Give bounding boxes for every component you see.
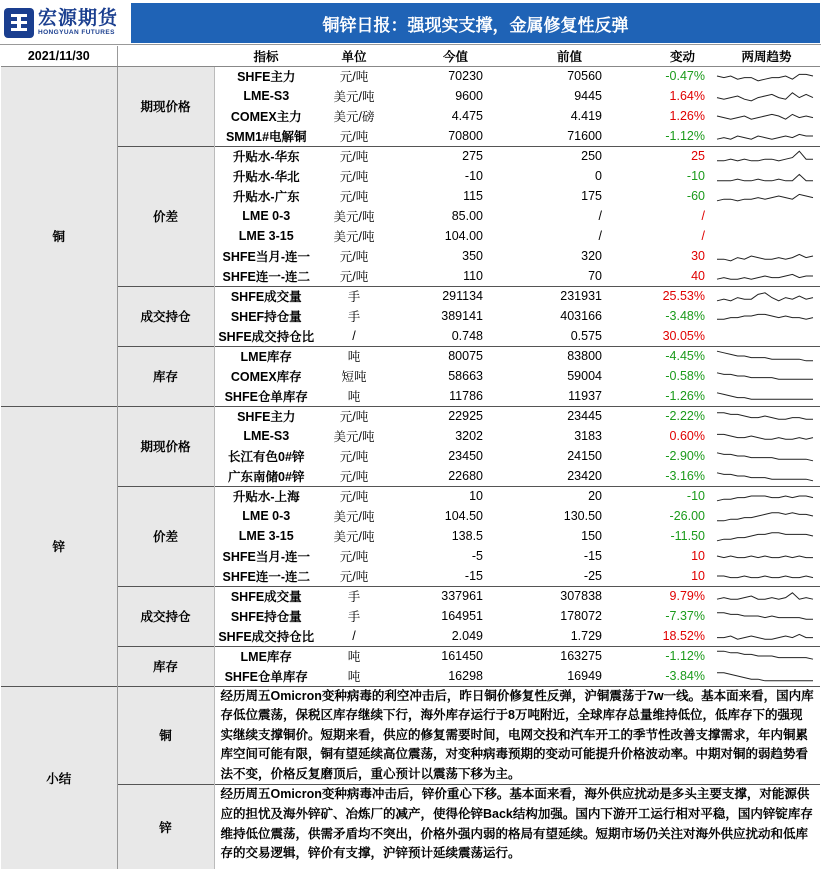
change-cell: 30.05% — [662, 328, 705, 343]
sparkline-path — [717, 673, 813, 681]
today-cell: 110 — [463, 268, 483, 283]
unit-cell: 元/吨 — [339, 170, 369, 184]
sparkline-path — [717, 513, 813, 521]
group-label: 成交持仓 — [117, 586, 214, 646]
change-cell: 1.26% — [669, 109, 705, 123]
trend-sparkline — [713, 106, 820, 126]
sparkline-path — [717, 174, 813, 180]
today-cell: 58663 — [448, 369, 483, 383]
trend-sparkline — [713, 626, 820, 646]
sparkline-path — [717, 434, 813, 439]
change-cell: 1.64% — [669, 89, 705, 103]
prev-cell: 9445 — [574, 89, 602, 103]
prev-cell: 307838 — [521, 586, 618, 606]
trend-sparkline — [713, 326, 820, 346]
change-cell: -3.16% — [665, 468, 705, 483]
table-row — [1, 146, 820, 166]
unit-cell: 元/吨 — [339, 569, 369, 584]
sparkline-path — [717, 93, 813, 101]
today-cell: 164951 — [441, 609, 483, 623]
trend-sparkline — [713, 146, 820, 166]
sparkline-path — [717, 634, 813, 639]
sparkline-path — [717, 413, 813, 419]
indicator-cell: 广东南储0#锌 — [228, 469, 305, 484]
trend-sparkline — [713, 366, 820, 386]
today-cell: 22925 — [390, 406, 521, 426]
unit-cell: 美元/吨 — [333, 210, 375, 224]
trend-sparkline — [713, 306, 820, 326]
prev-cell: 20 — [521, 486, 618, 506]
today-cell: 2.049 — [451, 628, 483, 643]
unit-cell: 元/吨 — [339, 450, 369, 464]
sparkline-path — [717, 393, 813, 399]
report-header — [0, 0, 821, 45]
indicator-cell: 升贴水-华东 — [214, 146, 318, 166]
unit-cell: 吨 — [318, 646, 390, 666]
unit-cell: 美元/吨 — [333, 90, 375, 104]
unit-cell: 元/吨 — [318, 406, 390, 426]
prev-cell: 70560 — [567, 69, 602, 84]
unit-cell: 手 — [318, 286, 390, 306]
data-table — [1, 46, 820, 869]
trend-sparkline — [713, 466, 820, 486]
trend-sparkline — [713, 526, 820, 546]
section-label: 铜 — [1, 66, 117, 406]
unit-cell: 元/吨 — [339, 250, 369, 264]
trend-sparkline — [713, 346, 820, 366]
today-cell: 16298 — [448, 668, 483, 683]
today-cell: -10 — [464, 169, 483, 183]
indicator-cell: SHFE当月-连一 — [222, 250, 310, 264]
indicator-cell: LME 3-15 — [238, 229, 294, 243]
change-cell: -1.26% — [665, 388, 705, 403]
prev-cell: 1.729 — [570, 628, 602, 643]
table-body — [1, 66, 820, 869]
column-header-row — [1, 46, 820, 66]
prev-cell: 231931 — [521, 286, 618, 306]
summary-row — [1, 686, 820, 785]
unit-cell: 美元/磅 — [333, 110, 375, 124]
prev-cell: 0 — [595, 169, 602, 183]
change-cell: 25.53% — [618, 286, 713, 306]
unit-cell: 元/吨 — [339, 70, 369, 85]
table-row — [1, 286, 820, 306]
indicator-cell: LME-S3 — [243, 429, 290, 443]
change-cell: / — [701, 229, 705, 243]
unit-cell: 美元/吨 — [333, 230, 375, 244]
group-label: 价差 — [117, 146, 214, 286]
prev-cell: 403166 — [560, 309, 602, 323]
summary-item-name: 锌 — [117, 785, 214, 869]
trend-sparkline — [713, 386, 820, 406]
today-cell: 350 — [462, 249, 483, 263]
unit-cell: 元/吨 — [339, 269, 369, 284]
company-logo — [4, 3, 128, 43]
change-cell: 0.60% — [669, 429, 705, 443]
indicator-cell: LME库存 — [214, 346, 318, 366]
sparkline-path — [717, 533, 813, 541]
today-cell: -15 — [464, 568, 483, 583]
indicator-cell: SHFE成交量 — [214, 586, 318, 606]
summary-row — [1, 785, 820, 869]
trend-sparkline — [713, 226, 820, 246]
trend-sparkline — [713, 406, 820, 426]
unit-cell: 元/吨 — [339, 129, 369, 144]
prev-cell: 24150 — [567, 449, 602, 463]
trend-sparkline — [713, 426, 820, 446]
trend-sparkline — [713, 246, 820, 266]
indicator-cell: SHFE连一-连二 — [222, 269, 310, 284]
indicator-cell: SHFE持仓量 — [230, 610, 302, 624]
unit-cell: 元/吨 — [339, 550, 369, 564]
change-cell: -10 — [618, 486, 713, 506]
group-label: 成交持仓 — [117, 286, 214, 346]
today-cell: 9600 — [455, 89, 483, 103]
trend-sparkline — [713, 646, 820, 666]
prev-cell: 0.575 — [570, 328, 602, 343]
summary-item-name: 铜 — [117, 686, 214, 785]
trend-sparkline — [713, 66, 820, 86]
sparkline-path — [717, 496, 813, 501]
today-cell: 104.50 — [444, 509, 483, 523]
sparkline-path — [717, 314, 813, 319]
change-cell: -1.12% — [618, 646, 713, 666]
sparkline-path — [717, 593, 813, 599]
table-row — [1, 586, 820, 606]
sparkline-path — [717, 556, 813, 558]
change-cell: -10 — [686, 169, 705, 183]
today-cell: 337961 — [390, 586, 521, 606]
today-cell: 389141 — [441, 309, 483, 323]
sparkline-path — [717, 254, 813, 260]
indicator-cell: LME 0-3 — [242, 209, 291, 223]
unit-cell: 手 — [347, 610, 361, 624]
prev-cell: 70 — [588, 268, 602, 283]
unit-cell: 吨 — [318, 346, 390, 366]
prev-cell: 320 — [581, 249, 602, 263]
group-label: 期现价格 — [117, 66, 214, 146]
prev-cell: 71600 — [567, 128, 602, 143]
table-row — [1, 406, 820, 426]
prev-cell: 150 — [581, 529, 602, 543]
indicator-cell: LME 3-15 — [238, 529, 294, 543]
today-cell: 22680 — [448, 468, 483, 483]
prev-cell: 83800 — [521, 346, 618, 366]
indicator-cell: SHFE连一-连二 — [222, 569, 310, 584]
unit-cell: 元/吨 — [339, 469, 369, 484]
prev-cell: 59004 — [567, 369, 602, 383]
report-title: 铜锌日报：强现实支撑，金属修复性反弹 — [131, 3, 820, 43]
indicator-cell: SHFE仓单库存 — [224, 389, 308, 404]
today-cell: 291134 — [390, 286, 521, 306]
trend-sparkline — [713, 666, 820, 686]
change-cell: -0.58% — [665, 369, 705, 383]
unit-cell: 手 — [347, 310, 361, 324]
trend-sparkline — [713, 566, 820, 586]
unit-cell: 元/吨 — [318, 486, 390, 506]
sparkline-path — [717, 351, 813, 361]
prev-cell: 175 — [581, 189, 602, 203]
unit-cell: 吨 — [347, 669, 361, 684]
indicator-cell: SHFE成交持仓比 — [218, 329, 315, 344]
sparkline-path — [717, 651, 813, 659]
change-cell: 25 — [618, 146, 713, 166]
trend-header: 两周趋势 — [713, 46, 820, 66]
change-cell: -7.37% — [665, 609, 705, 623]
table-row — [1, 66, 820, 86]
indicator-cell: 长江有色0#锌 — [228, 450, 305, 464]
logo-en-text: HONGYUAN FUTURES — [38, 29, 115, 37]
today-cell: 115 — [463, 189, 483, 203]
trend-sparkline — [713, 446, 820, 466]
change-cell: -0.47% — [665, 69, 705, 84]
today-cell: 0.748 — [451, 328, 483, 343]
today-cell: 80075 — [390, 346, 521, 366]
change-cell: 18.52% — [662, 628, 705, 643]
prev-cell: -15 — [583, 549, 602, 563]
change-cell: -2.90% — [665, 449, 705, 463]
date-header: 2021/11/30 — [1, 46, 117, 66]
trend-sparkline — [713, 86, 820, 106]
prev-cell: 16949 — [567, 668, 602, 683]
unit-cell: 元/吨 — [339, 190, 369, 204]
unit-cell: 元/吨 — [318, 146, 390, 166]
sparkline-path — [717, 453, 813, 461]
prev-cell: 3183 — [574, 429, 602, 443]
unit-cell: 吨 — [347, 389, 361, 404]
indicator-cell: COMEX库存 — [230, 370, 302, 384]
trend-sparkline — [713, 166, 820, 186]
indicator-cell: SHEF持仓量 — [230, 310, 302, 324]
today-cell: 3202 — [455, 429, 483, 443]
prev-cell: 4.419 — [570, 109, 602, 123]
prev-cell: 178072 — [560, 609, 602, 623]
indicator-cell: SHFE当月-连一 — [222, 550, 310, 564]
group-label: 价差 — [117, 486, 214, 586]
change-cell: -1.12% — [665, 128, 705, 143]
today-cell: 70800 — [448, 128, 483, 143]
prev-cell: 23445 — [521, 406, 618, 426]
indicator-cell: SHFE主力 — [237, 70, 296, 85]
indicator-cell: SHFE主力 — [214, 406, 318, 426]
summary-label: 小结 — [1, 686, 117, 869]
sparkline-path — [717, 473, 813, 481]
unit-cell: / — [352, 628, 356, 643]
indicator-cell: 升贴水-广东 — [232, 190, 300, 204]
change-cell: -26.00 — [669, 509, 705, 523]
unit-cell: 美元/吨 — [333, 510, 375, 524]
sparkline-path — [717, 293, 813, 301]
group-label: 库存 — [117, 646, 214, 686]
change-cell: 9.79% — [618, 586, 713, 606]
sparkline-path — [717, 151, 813, 161]
indicator-cell: SHFE成交量 — [214, 286, 318, 306]
today-cell: 104.00 — [444, 229, 483, 243]
change-cell: -3.84% — [665, 668, 705, 683]
group-label: 期现价格 — [117, 406, 214, 486]
unit-cell: 美元/吨 — [333, 430, 375, 444]
today-cell: -5 — [471, 549, 483, 563]
logo-cn-text: 宏源期货 — [38, 8, 119, 30]
today-header: 今值 — [390, 46, 521, 66]
indicator-cell: LME 0-3 — [242, 509, 291, 523]
unit-cell: 手 — [318, 586, 390, 606]
trend-sparkline — [713, 206, 820, 226]
indicator-cell: COMEX主力 — [230, 110, 302, 124]
trend-sparkline — [713, 586, 820, 606]
unit-cell: 美元/吨 — [333, 530, 375, 544]
indicator-cell: 升贴水-上海 — [214, 486, 318, 506]
group-label: 库存 — [117, 346, 214, 406]
change-cell: -4.45% — [618, 346, 713, 366]
unit-cell: / — [352, 328, 356, 343]
indicator-cell: 升贴水-华北 — [232, 170, 300, 184]
today-cell: 11786 — [449, 388, 483, 403]
change-cell: 40 — [691, 268, 705, 283]
summary-text: 经历周五Omicron变种病毒的利空冲击后，昨日铜价修复性反弹，沪铜震荡于7w一线。基本面来看，国内库存低位震荡，保税区库存继续下行，海外库存运行于8万吨附近，全球库存总量维持低位，低库存下的强现实继续支撑铜价。短期来看，供应的修复需要时间，电网交投和汽车开工的季节性改善支撑需求，年内铜累库空间可能有限，铜有望延续高位震荡，对变种病毒预期的变动可能提升价格波动率。中期对铜的弱趋势看法不变，价格反复磨顶后，重心预计以震荡下移为主。 — [214, 686, 820, 785]
trend-sparkline — [713, 606, 820, 626]
prev-cell: / — [598, 229, 602, 243]
today-cell: 85.00 — [451, 209, 483, 223]
indicator-cell: LME库存 — [214, 646, 318, 666]
sparkline-path — [717, 613, 813, 619]
sparkline-path — [717, 194, 813, 200]
change-cell: / — [701, 209, 705, 223]
trend-sparkline — [713, 506, 820, 526]
unit-header: 单位 — [318, 46, 390, 66]
today-cell: 138.5 — [451, 529, 483, 543]
trend-sparkline — [713, 486, 820, 506]
prev-cell: 23420 — [567, 468, 602, 483]
change-cell: -11.50 — [670, 529, 705, 543]
today-cell: 70230 — [448, 69, 483, 84]
prev-cell: 130.50 — [563, 509, 602, 523]
trend-sparkline — [713, 546, 820, 566]
prev-header: 前值 — [521, 46, 618, 66]
today-cell: 23450 — [448, 449, 483, 463]
change-cell: 10 — [691, 549, 705, 563]
indicator-cell: SMM1#电解铜 — [225, 129, 307, 144]
logo-icon — [4, 8, 34, 38]
table-row — [1, 646, 820, 666]
trend-sparkline — [713, 126, 820, 146]
trend-sparkline — [713, 186, 820, 206]
sparkline-path — [717, 134, 813, 139]
sparkline-path — [717, 114, 813, 119]
sparkline-path — [717, 373, 813, 379]
indicator-cell: SHFE成交持仓比 — [218, 629, 315, 644]
today-cell: 10 — [390, 486, 521, 506]
change-cell: 30 — [691, 249, 705, 263]
change-cell: -60 — [686, 189, 705, 203]
trend-sparkline — [713, 286, 820, 306]
prev-cell: 163275 — [521, 646, 618, 666]
change-cell: 10 — [691, 568, 705, 583]
table-row — [1, 346, 820, 366]
sparkline-path — [717, 576, 813, 578]
indicator-cell: LME-S3 — [243, 89, 290, 103]
today-cell: 161450 — [390, 646, 521, 666]
indicator-header: 指标 — [214, 46, 318, 66]
change-header: 变动 — [618, 46, 713, 66]
sparkline-path — [717, 75, 813, 81]
today-cell: 275 — [390, 146, 521, 166]
table-row — [1, 486, 820, 506]
sparkline-path — [717, 274, 813, 279]
unit-cell: 短吨 — [341, 370, 367, 384]
prev-cell: 250 — [521, 146, 618, 166]
indicator-cell: SHFE仓单库存 — [224, 669, 308, 684]
change-cell: -3.48% — [665, 309, 705, 323]
prev-cell: 11937 — [568, 388, 602, 403]
prev-cell: -25 — [583, 568, 602, 583]
trend-sparkline — [713, 266, 820, 286]
prev-cell: / — [598, 209, 602, 223]
today-cell: 4.475 — [451, 109, 483, 123]
summary-text: 经历周五Omicron变种病毒冲击后，锌价重心下移。基本面来看，海外供应扰动是多头主要支撑，对能源供应的担忧及海外锌矿、冶炼厂的减产，使得伦锌Back结构加强。国内下游开工运行相对平稳，国内锌锭库存维持低位震荡，供需矛盾均不突出，价格外强内弱的格局有望延续。短期市场仍关注对海外供应扰动和低库存的交易逻辑，锌价有支撑，沪锌预计延续震荡运行。 — [214, 785, 820, 869]
section-label: 锌 — [1, 406, 117, 686]
change-cell: -2.22% — [618, 406, 713, 426]
